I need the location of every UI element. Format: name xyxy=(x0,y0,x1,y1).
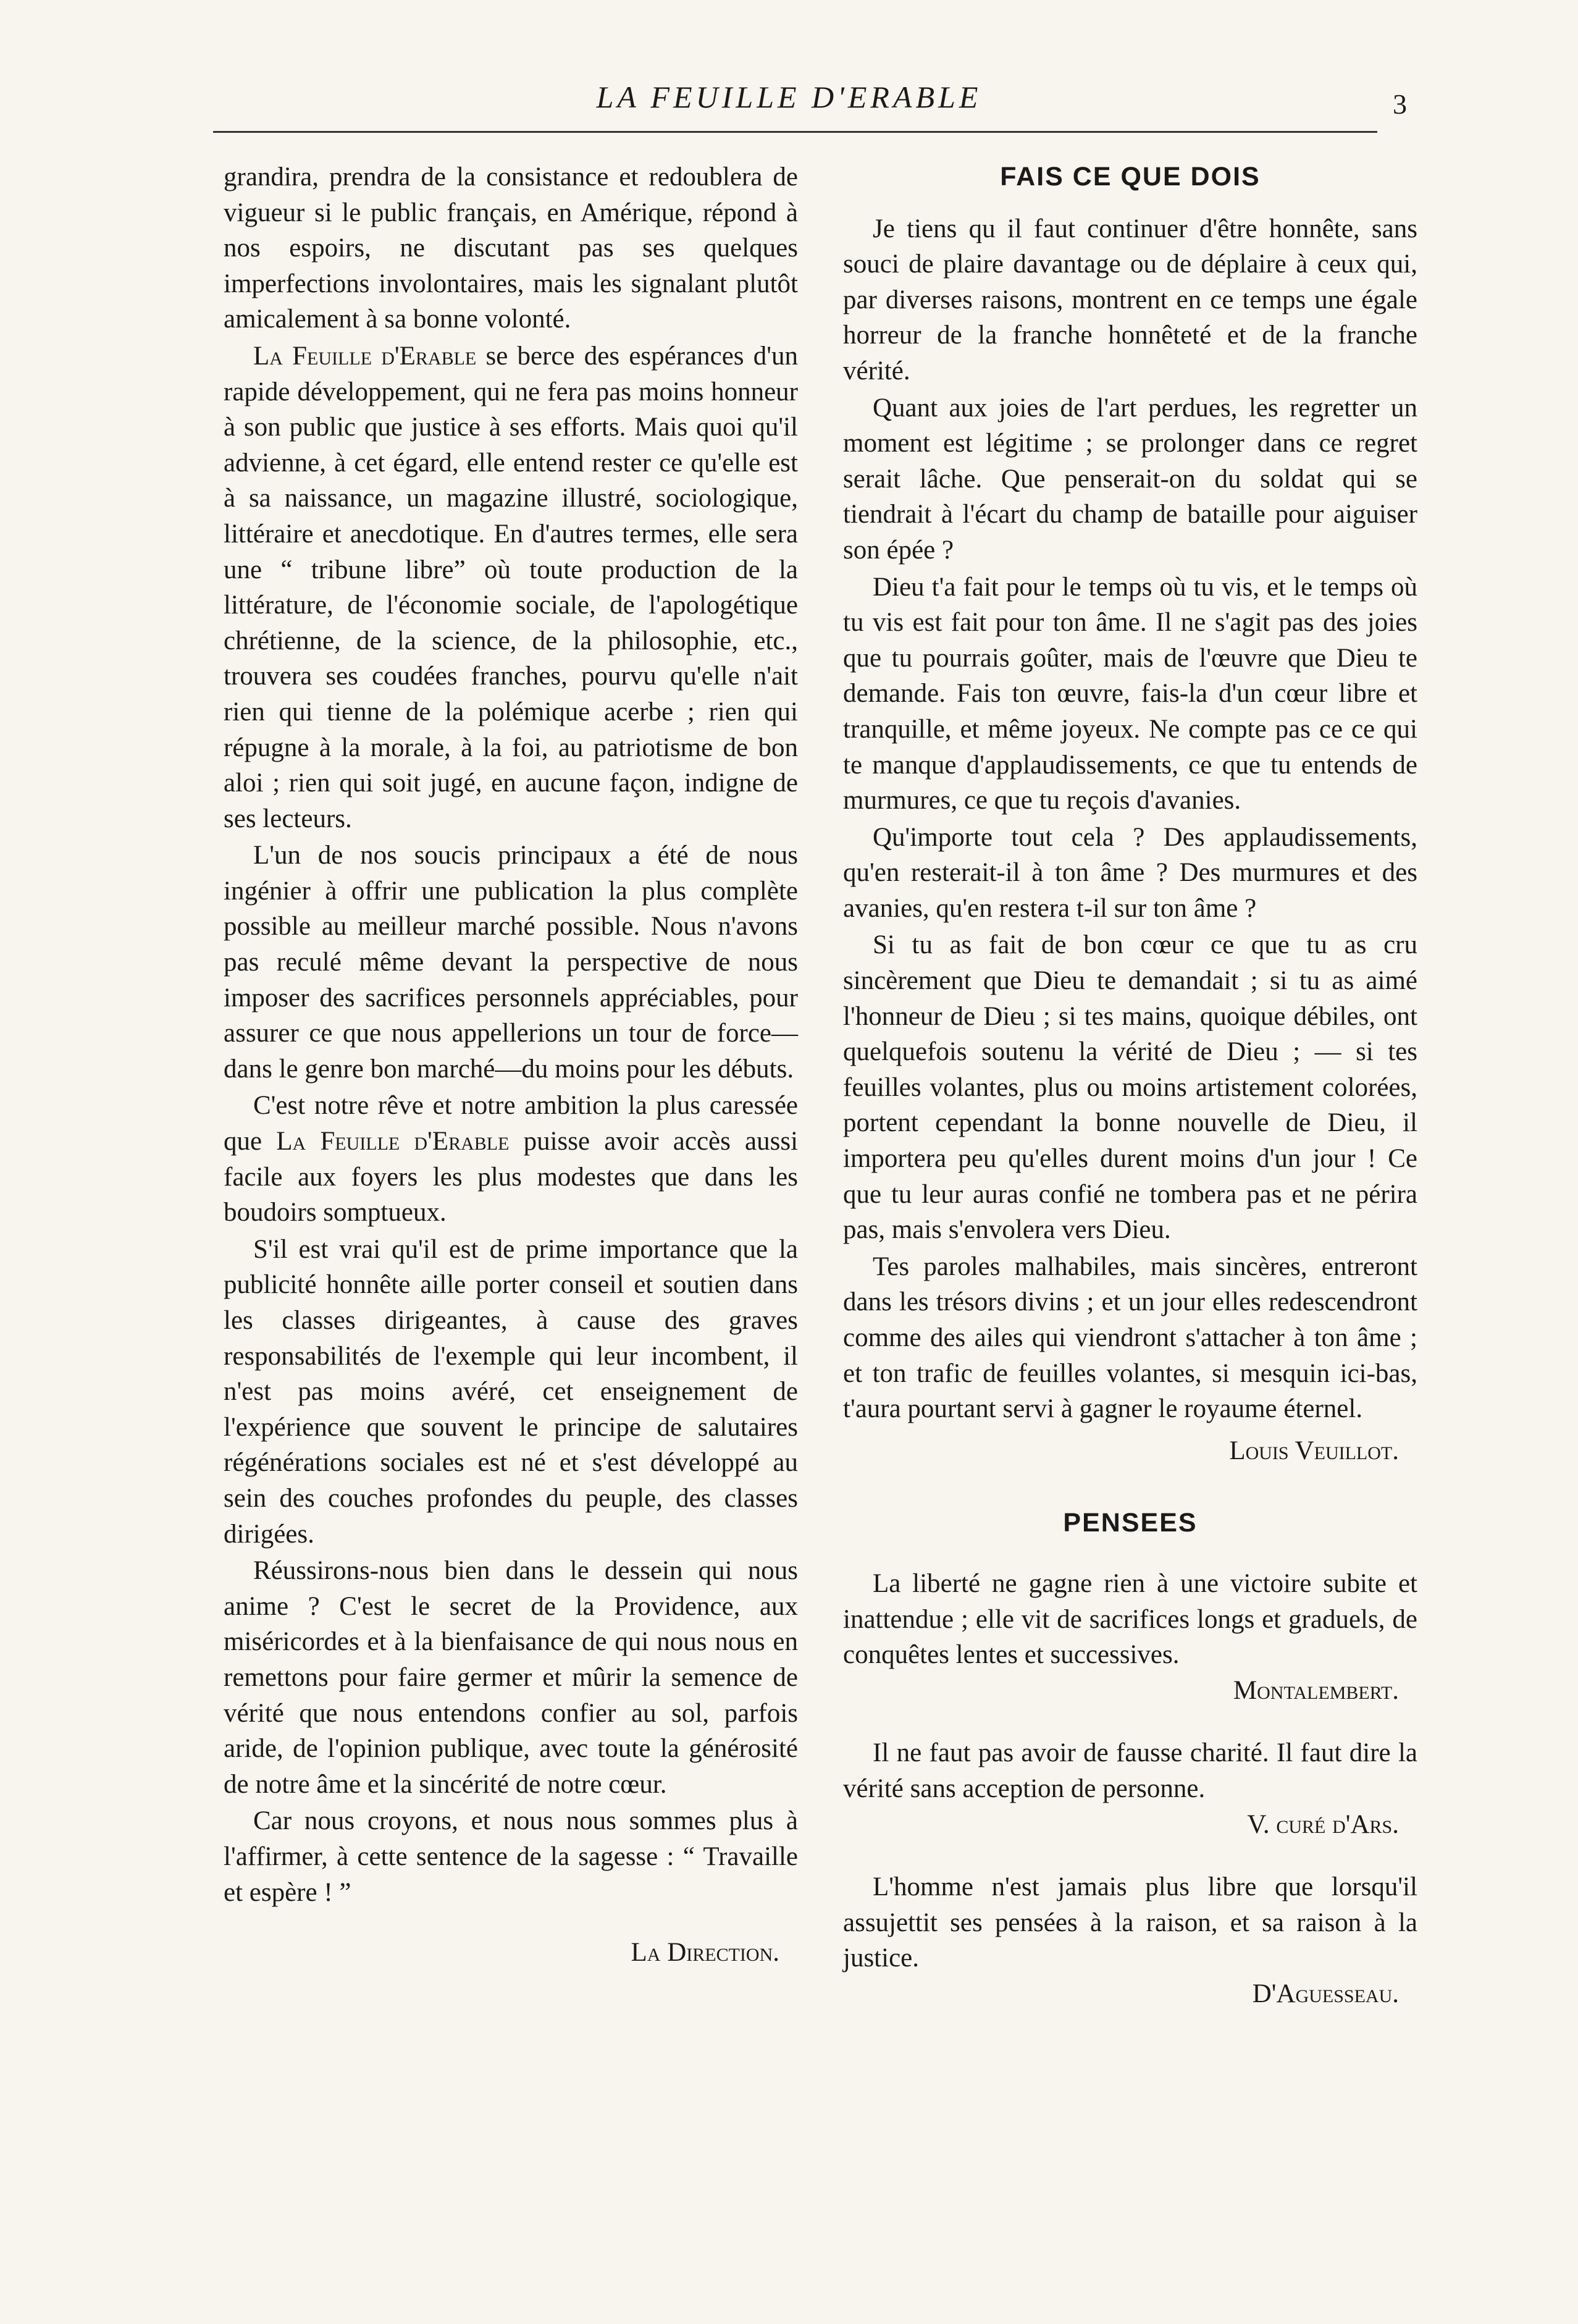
paragraph: Dieu t'a fait pour le temps où tu vis, et le temps où tu vis est fait pour ton âme. Il ne s'agit pas des joies que tu pourrais goûter, mais de l'œuvre que Dieu te demande. Fais ton œuvre, fais-la d'un cœur libre et tranquille, et même joyeux. Ne compte pas ce ce qui te manque d'applaudissements, ce que tu entends de murmures, ce que tu reçois d'avanies. xyxy=(843,572,1417,815)
paragraph: grandira, prendra de la consistance et redoublera de vigueur si le public français, en Amérique, répond à nos espoirs, ne discutant pas ses quelques imperfections involontaires, mais les signalant plutôt amicalement à sa bonne volonté. xyxy=(224,162,798,334)
paragraph: Tes paroles malhabiles, mais sincères, entreront dans les trésors divins ; et un jour elles redescendront comme des ailes qui viendront s'attacher à ton âme ; et ton trafic de feuilles volantes, si mesquin ici-bas, t'aura pourtant servi à gagner le royaume éternel. xyxy=(843,1252,1417,1424)
quote-author: Montalembert. xyxy=(1233,1675,1399,1705)
quote xyxy=(843,1869,1417,2011)
header-rule xyxy=(213,131,1377,133)
paragraph: L'un de nos soucis principaux a été de nous ingénier à offrir une publication la plus complète possible au meilleur marché possible. Nous n'avons pas reculé même devant la perspective de nous imposer des sacrifices personnels appréciables, pour assurer ce que nous appellerions un tour de force—dans le genre bon marché—du moins pour les débuts. xyxy=(224,841,798,1084)
magazine-name: La Feuille d'Erable xyxy=(253,341,477,371)
right-column xyxy=(843,159,1417,2039)
quote-text: La liberté ne gagne rien à une victoire subite et inattendue ; elle vit de sacrifices longs et graduels, de conquêtes lentes et successives. xyxy=(843,1568,1417,1670)
left-column xyxy=(224,159,798,1971)
quote-author: V. curé d'Ars. xyxy=(1247,1809,1399,1839)
quote xyxy=(843,1566,1417,1708)
paragraph xyxy=(224,339,798,836)
signature: La Direction. xyxy=(631,1938,779,1968)
paragraph: Si tu as fait de bon cœur ce que tu as cru sincèrement que Dieu te demandait ; si tu as aimé l'honneur de Dieu ; si tes mains, quoique débiles, ont quelquefois soutenu la vérité de Dieu ; — si tes feuilles volantes, plus ou moins artistement colorées, portent cependant la bonne nouvelle de Dieu, il importera peu qu'elles durent moins d'un jour ! Ce que tu leur auras confié ne tombera pas et ne périra pas, mais s'envolera vers Dieu. xyxy=(843,930,1417,1245)
paragraph: Réussirons-nous bien dans le dessein qui nous anime ? C'est le secret de la Providence, aux miséricordes et à la bienfaisance de qui nous nous en remettons pour faire germer et mûrir la semence de vérité que nous entendons confier au sol, parfois aride, de l'opinion publique, avec toute la générosité de notre âme et la sincérité de notre cœur. xyxy=(224,1556,798,1799)
quote-text: Il ne faut pas avoir de fausse charité. Il faut dire la vérité sans acception de personne. xyxy=(843,1738,1417,1803)
paragraph: S'il est vrai qu'il est de prime importance que la publicité honnête aille porter conseil et soutien dans les classes dirigeantes, à cause des graves responsabilités de l'exemple qui leur incombent, il n'est pas moins avéré, cet enseignement de l'expérience que souvent le principe de salutaires régénérations sociales est né et s'est développé au sein des couches profondes du peuple, des classes dirigées. xyxy=(224,1234,798,1549)
signature: Louis Veuillot. xyxy=(1229,1436,1399,1465)
paragraph: Quant aux joies de l'art perdues, les regretter un moment est légitime ; se prolonger dans ce regret serait lâche. Que penserait-on du soldat qui se tiendrait à l'écart du champ de bataille pour aiguiser son épée ? xyxy=(843,393,1417,565)
page-number: 3 xyxy=(1393,88,1407,120)
paragraph xyxy=(224,1088,798,1230)
paragraph-text: puisse avoir accès aussi facile aux foyers les plus modestes que dans les boudoirs somptueux. xyxy=(224,1127,799,1227)
quote xyxy=(843,1735,1417,1842)
section-title: PENSEES xyxy=(1063,1508,1198,1538)
running-title: LA FEUILLE D'ERABLE xyxy=(596,80,982,114)
paragraph: Je tiens qu il faut continuer d'être honnête, sans souci de plaire davantage ou de déplaire à ceux qui, par diverses raisons, montrent en ce temps une égale horreur de la franche honnêteté et de la franche vérité. xyxy=(843,214,1417,385)
paragraph-text: C'est notre rêve et notre ambition la plus caressée que xyxy=(224,1091,798,1156)
quote-text: L'homme n'est jamais plus libre que lorsqu'il assujettit ses pensées à la raison, et sa raison à la justice. xyxy=(843,1872,1417,1973)
paragraph: Qu'importe tout cela ? Des applaudissements, qu'en resterait-il à ton âme ? Des murmures et des avanies, qu'en restera t-il sur ton âme ? xyxy=(843,822,1417,923)
quote-author: D'Aguesseau. xyxy=(1252,1979,1399,2008)
magazine-name: La Feuille d'Erable xyxy=(276,1127,510,1156)
paragraph: Car nous croyons, et nous nous sommes plus à l'affirmer, à cette sentence de la sagesse : “ Travaille et espère ! ” xyxy=(224,1806,798,1907)
paragraph-text: se berce des espérances d'un rapide développement, qui ne fera pas moins honneur à son public que justice à ses efforts. Mais quoi qu'il advienne, à cet égard, elle entend rester ce qu'elle est à sa naissance, un magazine illustré, sociologique, littéraire et anecdotique. En d'autres termes, elle sera une “ tribune libre” où toute production de la littérature, de l'économie sociale, de l'apologétique chrétienne, de la science, de la philosophie, etc., trouvera ses coudées franches, pourvu qu'elle n'ait rien qui tienne de la polémique acerbe ; rien qui répugne à la morale, à la foi, au patriotisme de bon aloi ; rien qui soit jugé, en aucune façon, indigne de ses lecteurs. xyxy=(224,341,798,833)
section-title: FAIS CE QUE DOIS xyxy=(1000,162,1261,192)
